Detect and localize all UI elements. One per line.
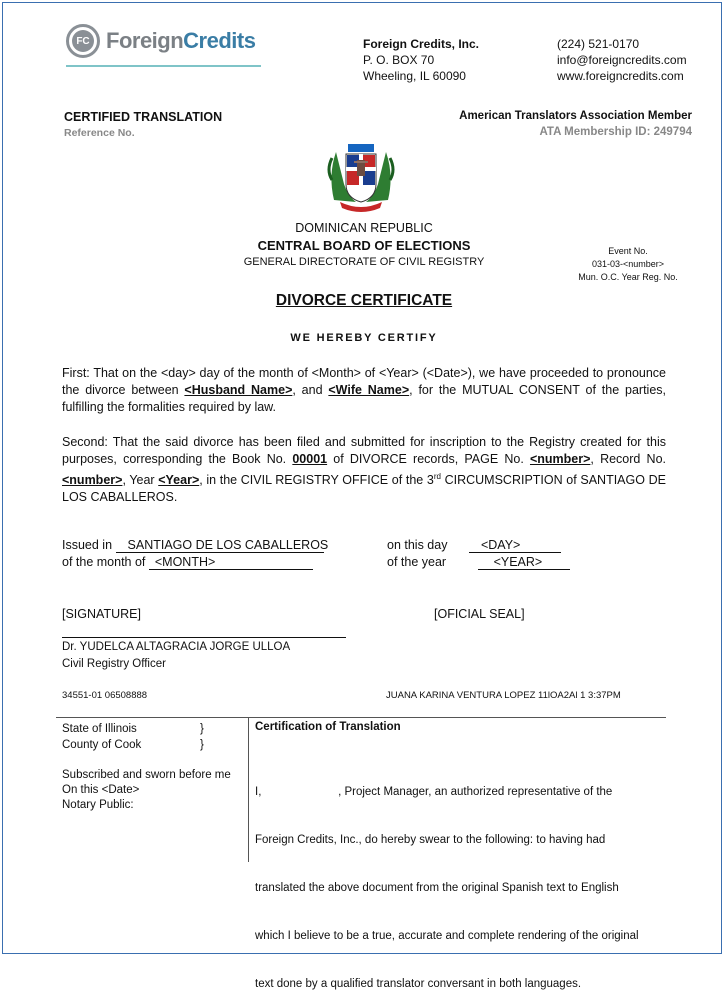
issued-day: <DAY> bbox=[469, 538, 561, 553]
notary-county: County of Cook bbox=[62, 739, 142, 751]
notary-brace-1: } bbox=[200, 723, 204, 735]
first-text-2: , and bbox=[292, 383, 329, 397]
second-text-3: , Record No. bbox=[590, 452, 667, 466]
second-text-2: of DIVORCE records, PAGE No. bbox=[327, 452, 530, 466]
reference-number-label: Reference No. bbox=[64, 127, 135, 139]
company-contact bbox=[557, 36, 687, 84]
logo-name-part1: Foreign bbox=[106, 28, 184, 53]
issued-day-row bbox=[387, 538, 561, 553]
ata-member-label: American Translators Association Member bbox=[459, 110, 692, 122]
event-number: 031-03-<number> bbox=[591, 259, 665, 269]
table-top-rule bbox=[56, 717, 666, 718]
record-year: <Year> bbox=[158, 473, 200, 488]
logo-name-part2: Credits bbox=[183, 28, 256, 53]
logo-icon bbox=[66, 24, 100, 58]
company-name: Foreign Credits, Inc. bbox=[363, 37, 480, 51]
notary-braces bbox=[200, 721, 204, 753]
official-seal-placeholder: [OFICIAL SEAL] bbox=[434, 607, 525, 621]
certification-line-3: translated the above document from the original Spanish text to English bbox=[255, 882, 619, 894]
contact-website: www.foreigncredits.com bbox=[557, 69, 684, 83]
certification-heading: Certification of Translation bbox=[255, 721, 401, 733]
certification-text bbox=[255, 752, 639, 1008]
second-paragraph bbox=[62, 434, 666, 506]
husband-name: <Husband Name> bbox=[184, 383, 293, 397]
officer-name: Dr. YUDELCA ALTAGRACIA JORGE ULLOA bbox=[62, 641, 291, 653]
contact-email: info@foreigncredits.com bbox=[557, 53, 687, 67]
second-text-4: , Year bbox=[122, 473, 159, 488]
certification-line-5: text done by a qualified translator conversant in both languages. bbox=[255, 978, 582, 990]
notary-brace-2: } bbox=[200, 739, 204, 751]
book-number: 00001 bbox=[292, 452, 328, 466]
issued-day-label: on this day bbox=[387, 538, 448, 552]
document-subtitle: WE HEREBY CERTIFY bbox=[290, 332, 438, 344]
logo-underline bbox=[66, 65, 261, 67]
logo-wordmark bbox=[106, 28, 255, 54]
issued-year-row bbox=[387, 555, 570, 570]
event-number-label: Event No. bbox=[608, 246, 648, 256]
ata-membership-id: ATA Membership ID: 249794 bbox=[539, 126, 692, 138]
company-address-line1: P. O. BOX 70 bbox=[363, 53, 435, 67]
certification-line-2: Foreign Credits, Inc., do hereby swear to the following: to having had bbox=[255, 834, 606, 846]
signature-line bbox=[62, 637, 346, 638]
stamp-text: JUANA KARINA VENTURA LOPEZ 11lOA2Al 1 3:37PM bbox=[386, 690, 621, 701]
issued-place: SANTIAGO DE LOS CABALLEROS bbox=[116, 538, 324, 553]
notary-state: State of Illinois bbox=[62, 723, 137, 735]
issued-month-label: of the month of bbox=[62, 555, 146, 569]
page-number: <number> bbox=[529, 452, 591, 466]
document-title: DIVORCE CERTIFICATE bbox=[275, 292, 453, 309]
notary-sworn: Subscribed and sworn before me bbox=[62, 769, 231, 781]
second-text-5: , in the CIVIL REGISTRY OFFICE of the 3 bbox=[199, 473, 434, 488]
company-address-line2: Wheeling, IL 60090 bbox=[363, 69, 466, 83]
certified-translation-title: CERTIFIED TRANSLATION bbox=[64, 110, 223, 124]
contact-phone: (224) 521-0170 bbox=[557, 37, 640, 51]
authority-country: DOMINICAN REPUBLIC bbox=[295, 221, 433, 235]
document-code: 34551-01 06508888 bbox=[62, 690, 148, 701]
wife-name: <Wife Name> bbox=[328, 383, 410, 397]
certification-line-4: which I believe to be a true, accurate and complete rendering of the original bbox=[255, 930, 639, 942]
authority-board: CENTRAL BOARD OF ELECTIONS bbox=[257, 238, 471, 253]
notary-block bbox=[62, 721, 141, 753]
first-paragraph bbox=[62, 365, 666, 416]
notary-public-label: Notary Public: bbox=[62, 799, 134, 811]
issued-month: <MONTH> bbox=[149, 555, 313, 570]
officer-title: Civil Registry Officer bbox=[62, 658, 166, 670]
municipality-label: Mun. O.C. Year Reg. No. bbox=[578, 272, 678, 282]
certification-line-1: I, , Project Manager, an authorized representative of the bbox=[255, 786, 613, 798]
second-text-6: CIRCUMSCRIPTION of SANTIAGO DE LOS CABALLEROS. bbox=[62, 473, 666, 505]
issued-year: <YEAR> bbox=[478, 555, 570, 570]
authority-directorate: GENERAL DIRECTORATE OF CIVIL REGISTRY bbox=[243, 256, 485, 268]
issued-in-label: Issued in bbox=[62, 538, 113, 552]
issued-year-label: of the year bbox=[387, 555, 447, 569]
record-number: <number> bbox=[62, 473, 123, 488]
table-divider bbox=[248, 717, 249, 862]
coat-of-arms-icon bbox=[326, 140, 396, 212]
logo-monogram: FC bbox=[72, 30, 94, 52]
first-text-1: First: That on the <day> day of the month of <Month> of <Year> (<Date>), we have proceeded to pronounce the divorce between bbox=[62, 366, 666, 397]
notary-date: On this <Date> bbox=[62, 784, 140, 796]
notary-sworn-block bbox=[62, 768, 231, 813]
signature-placeholder: [SIGNATURE] bbox=[62, 607, 141, 621]
issued-in-row bbox=[62, 538, 329, 553]
ordinal-suffix: rd bbox=[433, 472, 441, 481]
issued-month-row bbox=[62, 555, 313, 570]
company-address bbox=[363, 36, 479, 84]
event-info bbox=[560, 245, 696, 284]
first-text-3: , for the MUTUAL CONSENT of the parties, fulfilling the formalities required by law. bbox=[62, 383, 666, 414]
second-text-1: Second: That the said divorce has been filed and submitted for inscription to the Registry created for this purposes, corresponding the Book No. bbox=[62, 435, 666, 466]
